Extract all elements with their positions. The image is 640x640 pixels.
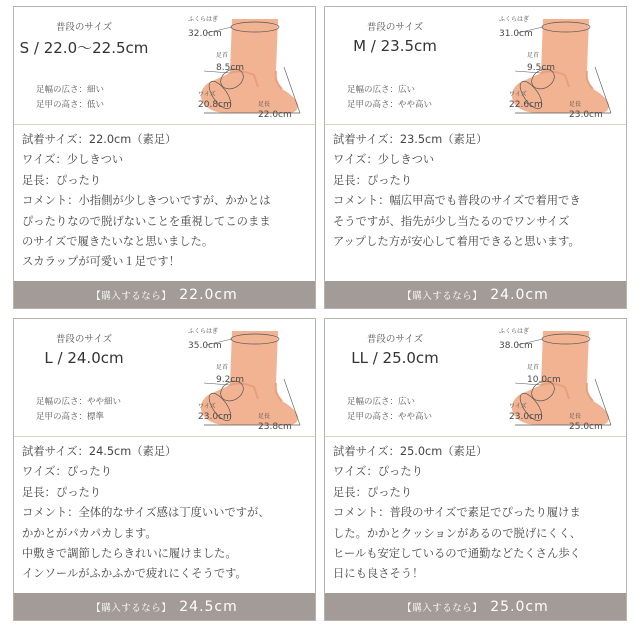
ankle-value: 9.2cm xyxy=(216,375,245,385)
comment-line: ヒールも安定しているので通勤などたくさん歩く xyxy=(333,547,581,561)
review-comments xyxy=(333,442,623,585)
usual-size-label: 普段のサイズ xyxy=(55,22,113,33)
buy-label: 【購入するなら】 xyxy=(402,602,483,614)
instep-height-text: 足甲の高さ：標準 xyxy=(36,412,105,422)
foot-width-text: 足幅の広さ：広い xyxy=(347,397,416,407)
comment-line: ワイズ：ぴったり xyxy=(22,465,112,479)
recommended-size-bar xyxy=(325,593,626,620)
width-label: ワイズ xyxy=(198,91,216,98)
size-info-section xyxy=(325,319,626,437)
comment-line: した。かかとクッションがあるので脱げにくく、 xyxy=(333,526,582,540)
ankle-value: 9.5cm xyxy=(527,63,556,73)
width-label: ワイズ xyxy=(509,91,527,98)
tester-info xyxy=(325,319,465,437)
comment-line: 日にも良さそう！ xyxy=(333,567,424,581)
comment-line: 試着サイズ：23.5cm（素足） xyxy=(333,133,488,146)
comment-line: コメント：普段のサイズで素足でぴったり履けま xyxy=(333,506,581,520)
ankle-value: 8.5cm xyxy=(216,63,245,73)
usual-size-value: L / 24.0cm xyxy=(44,349,124,367)
foot-width-text: 足幅の広さ：やや細い xyxy=(36,397,122,407)
foot-width-text: 足幅の広さ：細い xyxy=(36,85,105,95)
comment-line: 中敷きで調節したらきれいに履けました。 xyxy=(22,547,237,561)
width-value: 23.0cm xyxy=(198,412,232,422)
width-label: ワイズ xyxy=(198,403,216,410)
comment-line: 試着サイズ：22.0cm（素足） xyxy=(22,133,177,146)
length-value: 23.0cm xyxy=(569,110,603,120)
usual-size-label: 普段のサイズ xyxy=(366,334,424,345)
tester-info xyxy=(325,7,465,125)
size-review-card-1 xyxy=(324,6,627,309)
comment-line: 試着サイズ：24.5cm（素足） xyxy=(22,445,177,458)
size-review-card-2 xyxy=(13,318,316,621)
comment-line: スカラップが可愛い１足です！ xyxy=(22,255,180,269)
length-label: 足長 xyxy=(569,101,582,108)
usual-size-value: LL / 25.0cm xyxy=(351,349,439,367)
buy-label: 【購入するなら】 xyxy=(91,602,172,614)
buy-size: 25.0cm xyxy=(490,598,549,615)
calf-value: 32.0cm xyxy=(188,29,222,39)
width-value: 22.6cm xyxy=(509,100,543,110)
ankle-label: 足首 xyxy=(216,52,229,59)
size-info-section xyxy=(14,7,315,125)
foot-width-text: 足幅の広さ：広い xyxy=(347,85,416,95)
recommended-size-bar xyxy=(14,281,315,308)
usual-size-value: M / 23.5cm xyxy=(353,37,437,55)
calf-label: ふくらはぎ xyxy=(499,328,530,335)
size-info-section xyxy=(14,319,315,437)
foot-diagram-icon xyxy=(457,9,625,123)
width-value: 20.8cm xyxy=(198,100,232,110)
calf-label: ふくらはぎ xyxy=(188,16,219,23)
recommended-size-bar xyxy=(14,593,315,620)
comment-line: 足長：ぴったり xyxy=(333,173,413,187)
calf-label: ふくらはぎ xyxy=(499,16,530,23)
recommended-size-bar xyxy=(325,281,626,308)
comment-line: ワイズ：ぴったり xyxy=(333,465,423,479)
ankle-value: 10.0cm xyxy=(527,375,561,385)
instep-height-text: 足甲の高さ：やや高い xyxy=(347,100,433,110)
size-review-card-0 xyxy=(13,6,316,309)
calf-value: 38.0cm xyxy=(499,341,533,351)
comment-line: 足長：ぴったり xyxy=(22,173,102,187)
comment-line: インソールがふかふかで疲れにくそうです。 xyxy=(22,567,247,581)
foot-diagram-icon xyxy=(146,9,314,123)
size-info-section xyxy=(325,7,626,125)
length-label: 足長 xyxy=(569,413,582,420)
review-comments xyxy=(333,130,623,252)
usual-size-label: 普段のサイズ xyxy=(55,334,113,345)
length-label: 足長 xyxy=(258,101,271,108)
length-value: 22.0cm xyxy=(258,110,292,120)
length-value: 23.8cm xyxy=(258,422,292,432)
tester-info xyxy=(14,319,154,437)
usual-size-value: S / 22.0〜22.5cm xyxy=(19,39,149,57)
size-review-card-3 xyxy=(324,318,627,621)
ankle-label: 足首 xyxy=(216,364,229,371)
comment-line: そうですが、指先が少し当たるのでワンサイズ xyxy=(333,214,570,228)
buy-label: 【購入するなら】 xyxy=(402,290,483,302)
foot-diagram xyxy=(146,321,314,435)
width-label: ワイズ xyxy=(509,403,527,410)
comment-line: かかとがパカパカします。 xyxy=(22,526,157,540)
foot-diagram xyxy=(146,9,314,123)
length-value: 25.0cm xyxy=(569,422,603,432)
foot-diagram-icon xyxy=(146,321,314,435)
length-label: 足長 xyxy=(258,413,271,420)
foot-diagram xyxy=(457,9,625,123)
review-comments xyxy=(22,130,312,273)
comment-line: 足長：ぴったり xyxy=(22,485,102,499)
buy-label: 【購入するなら】 xyxy=(91,290,172,302)
comment-line: 足長：ぴったり xyxy=(333,485,413,499)
calf-value: 31.0cm xyxy=(499,29,533,39)
comment-line: アップした方が安心して着用できると思います。 xyxy=(333,235,580,249)
comment-line: のサイズで履きたいなと思いました。 xyxy=(22,235,214,249)
calf-label: ふくらはぎ xyxy=(188,328,219,335)
comment-line: ワイズ：少しきつい xyxy=(333,153,435,167)
comment-line: ぴったりなので脱げないことを重視してこのまま xyxy=(22,214,271,228)
calf-value: 35.0cm xyxy=(188,341,222,351)
comment-line: ワイズ：少しきつい xyxy=(22,153,124,167)
comment-line: コメント：小指側が少しきついですが、かかとは xyxy=(22,194,271,208)
comment-line: コメント：全体的なサイズ感は丁度いいですが、 xyxy=(22,506,270,520)
foot-diagram xyxy=(457,321,625,435)
buy-size: 24.5cm xyxy=(179,598,238,615)
width-value: 23.0cm xyxy=(509,412,543,422)
comment-line: 試着サイズ：25.0cm（素足） xyxy=(333,445,488,458)
instep-height-text: 足甲の高さ：低い xyxy=(36,100,105,110)
instep-height-text: 足甲の高さ：やや高い xyxy=(347,412,433,422)
usual-size-label: 普段のサイズ xyxy=(366,22,424,33)
review-comments xyxy=(22,442,312,585)
tester-info xyxy=(14,7,154,125)
ankle-label: 足首 xyxy=(527,52,540,59)
comment-line: コメント：幅広甲高でも普段のサイズで着用でき xyxy=(333,194,581,208)
buy-size: 24.0cm xyxy=(490,286,549,303)
foot-diagram-icon xyxy=(457,321,625,435)
ankle-label: 足首 xyxy=(527,364,540,371)
buy-size: 22.0cm xyxy=(179,286,238,303)
